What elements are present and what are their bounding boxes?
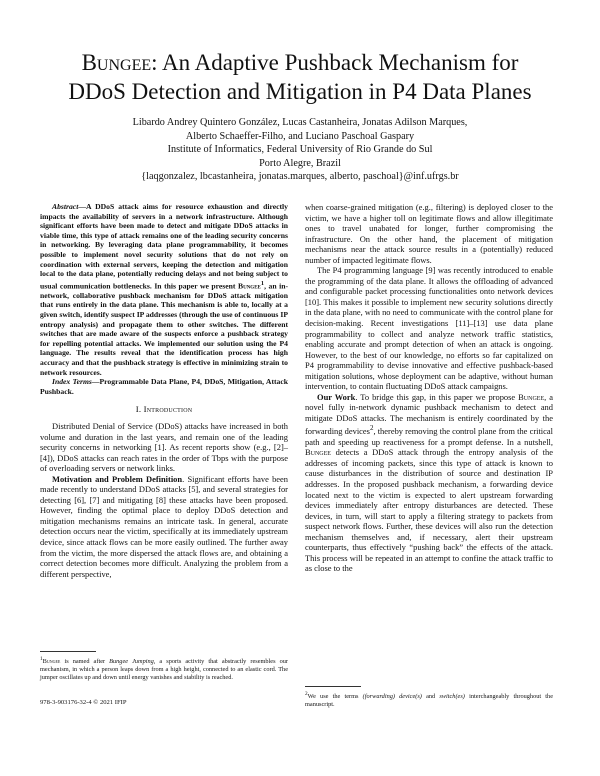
intro-paragraph-1: Distributed Denial of Service (DDoS) attacks have increased in both volume and duration in the last years, and remain one of the leading security concerns in networking [1]. As recent reports show (e.g., [2]–[4]), DDoS attacks can reach rates in the order of Tbps with the purpose of overloading servers or network links. bbox=[40, 420, 288, 474]
right-column bbox=[305, 202, 553, 574]
our-work-text-d: detects a DDoS attack through the entropy analysis of the addresses of incoming packets, since this type of attack is known to cause disturbances in the distribution of source and destination IP addresses. In the proposed pushback mechanism, a forwarding device located next to the victim is expected to alert upstream forwarding devices immediately after entropy disturbances are detected. These devices, in turn, will start to apply a filtering strategy to packets from suspect network flows. Further, these devices will also run the detection mechanism themselves and, if necessary, alert their upstream counterparts, thus effectively “pushing back” the effects of the attack. This process will be repeated in an attempt to confine the attack traffic to as close to the bbox=[305, 447, 553, 574]
title-line1-rest: : An Adaptive Pushback Mechanism for bbox=[151, 50, 519, 75]
footnote-1-text-a: is named after bbox=[60, 658, 110, 666]
affiliation-city: Porto Alegre, Brazil bbox=[259, 157, 341, 169]
footnote-1 bbox=[40, 655, 288, 682]
section-numeral: I. bbox=[135, 404, 142, 415]
affiliation: Institute of Informatics, Federal University of Rio Grande do Sul bbox=[167, 144, 433, 156]
index-terms-label: Index Terms bbox=[52, 377, 92, 387]
section-heading-introduction bbox=[40, 404, 288, 415]
copyright-notice: 978-3-903176-32-4 © 2021 IFIP bbox=[40, 699, 127, 706]
footnote-1-mark: 1 bbox=[40, 656, 43, 662]
our-work-bungee-2: Bungee bbox=[305, 447, 331, 458]
abstract-footnote-mark: 1 bbox=[260, 279, 265, 287]
motivation-text: . Significant efforts have been made recently to understand DDoS attacks [5], and several strategies for detecting [6], [7] and mitigating [8] these attacks have been proposed. However, finding the optimal place to deploy DDoS detection and mitigation mechanisms remains an intricate task. In general, accurate detection occurs near the victim, specifically at its immediately upstream device, since attack flows can be more easily outlined. The further away from the victim, the more dispersed the attack flows are, and obtaining a correct detection becomes more difficult. Analyzing the problem from a different perspective, bbox=[40, 473, 289, 579]
right-paragraph-2: The P4 programming language [9] was recently introduced to enable the programming of the data plane. It allows the offloading of advanced and configurable packet processing functionalities onto network devices [10]. This makes it possible to implement new security solutions directly in the data plane, with no need to communicate with the control plane for decision-making. Recent investigations [11]–[13] use data plane programmability to collect and analyze network traffic statistics, enabling accurate and prompt detection of when an attack is ongoing. However, to the best of our knowledge, no efforts so far capitalized on P4 programmability to devise innovative and effective pushback-based mitigation solutions, whose deployment can be adaptive, without human intervention, to contain fluctuating DDoS attack campaigns. bbox=[305, 265, 553, 392]
our-work-text-b: , a novel fully in-network dynamic pushback mechanism to detect and mitigate DDoS attacks. The mechanism is entirely coordinated by the forwarding devices bbox=[305, 391, 553, 437]
right-paragraph-1: when coarse-grained mitigation (e.g., filtering) is deployed closer to the victim, we have a higher toll on legitimate flows and allow illegitimate ones to travel unabated for longer, further compromising the infrastructure. On the other hand, the placement of mitigation mechanisms near the attack source results in a (potentially) reduced number of impacted legitimate flows. bbox=[305, 202, 553, 265]
author-block bbox=[60, 116, 540, 184]
author-names-line1: Libardo Andrey Quintero González, Lucas Castanheira, Jonatas Adilson Marques, bbox=[132, 117, 468, 128]
footnote-1-italic: Bungee Jumping bbox=[109, 658, 154, 666]
left-column bbox=[40, 202, 288, 579]
abstract-text-b: , an in-network, collaborative pushback mechanism for DDoS attack mitigation that runs entirely in the data plane. This mechanism is able to, locally at a given switch, identify suspect IP addresses (through the use of continuous IP entropy analysis) and propagate them to other switches. The different switches that are made aware of the suspects enforce a pushback strategy for repelling potential attacks. We implemented our solution using the P4 language. The results reveal that the identification process has high accuracy and that the pushback strategy is effective in minimizing strain to network resources. bbox=[40, 281, 289, 377]
title-line2: DDoS Detection and Mitigation in P4 Data Planes bbox=[68, 79, 532, 104]
footnote-2-text-c: interchangeably throughout the manuscript. bbox=[305, 693, 553, 709]
our-work-bungee-1: Bungee bbox=[518, 391, 545, 402]
paper-title bbox=[40, 48, 560, 106]
footnote-1-text-b: , a sports activity that abstractly resembles our mechanism, in which a person leaps down from a high height, connected to an elastic cord. The jumper oscillates up and down until energy vanishes and stability is reached. bbox=[40, 658, 288, 682]
index-terms-text: —Programmable Data Plane, P4, DDoS, Mitigation, Attack Pushback. bbox=[40, 377, 288, 396]
abstract-bungee: Bungee bbox=[237, 281, 261, 291]
footnote-1-bungee: Bungee bbox=[42, 658, 61, 666]
our-work-heading: Our Work bbox=[317, 391, 356, 402]
abstract-dash: — bbox=[78, 202, 86, 211]
abstract-label: Abstract bbox=[52, 202, 79, 211]
footnote-2 bbox=[305, 690, 553, 709]
our-work-footnote-mark: 2 bbox=[369, 424, 374, 433]
abstract bbox=[40, 202, 288, 377]
author-names-line2: Alberto Schaeffer-Filho, and Luciano Paschoal Gaspary bbox=[185, 130, 415, 142]
our-work-text-c: , thereby removing the control plane from the critical path and speeding up reactiveness for a prompt defense. In a nutshell, bbox=[305, 426, 553, 447]
footnote-2-italic-1: (forwarding) device(s) bbox=[362, 693, 422, 701]
our-work-text-a: . To bridge this gap, in this paper we propose bbox=[355, 391, 519, 402]
index-terms bbox=[40, 377, 288, 396]
author-emails: {laqgonzalez, lbcastanheira, jonatas.marques, alberto, paschoal}@inf.ufrgs.br bbox=[141, 171, 459, 183]
intro-paragraph-2 bbox=[40, 474, 288, 579]
title-bungee: Bungee bbox=[81, 50, 152, 75]
our-work-paragraph bbox=[305, 392, 553, 574]
section-title: Introduction bbox=[143, 404, 193, 415]
footnote-2-italic-2: switch(es) bbox=[439, 693, 465, 701]
footnote-rule-right bbox=[305, 686, 361, 687]
footnote-2-mark: 2 bbox=[305, 691, 308, 697]
motivation-heading: Motivation and Problem Definition bbox=[52, 473, 183, 484]
footnote-2-text-b: and bbox=[421, 693, 440, 701]
abstract-text-a: A DDoS attack aims for resource exhaustion and directly impacts the availability of servers in a network infrastructure. Although significant efforts have been made to detect and mitigate DDoS attacks in viable time, this type of attack remains one of the leading security concerns in networking. By leveraging data plane programmability, it becomes possible to implement novel security solutions that do not rely on coordination with external servers, keeping the detection and mitigation local to the data plane, potentially reducing delays and not being subject to usual communication bottlenecks. In this paper we present bbox=[40, 202, 288, 291]
footnote-2-text-a: We use the terms bbox=[307, 693, 363, 701]
footnote-rule-left bbox=[40, 651, 96, 652]
